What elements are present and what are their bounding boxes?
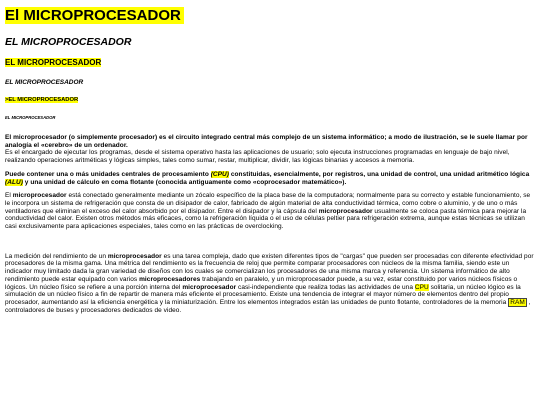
cooling-text-3: usualmente se coloca pasta térmica para mejorar la conductividad del calor. Existen otros métodos más eficaces, como la refrigeración líquida o el uso de células peltier para refrigeración extrema, aunque estas técnicas se utilizan casi exclusivamente para aplicaciones especiales, tales como en las prácticas de overclocking.: [5, 207, 527, 231]
cooling-bold-1: microprocesador: [12, 192, 67, 200]
units-text-1: Puede contener una o más unidades centrales de procesamiento: [5, 170, 211, 178]
perf-text-6: , controladores de buses y procesadores dedicados de video.: [5, 298, 531, 314]
perf-bold-3: microprocesador: [182, 283, 237, 291]
heading-3: [5, 58, 535, 68]
ram-highlight: RAM: [510, 298, 525, 306]
paragraph-units: [5, 171, 535, 186]
perf-text-3: trabajando en paralelo, y un microprocesador puede, a su vez, estar constituido por varios núcleos físicos o lógicos. Un núcleo físico se refiere a una porción interna del: [5, 275, 518, 291]
cooling-text-1: El: [5, 192, 13, 200]
heading-6: EL MICROPROCESADOR: [5, 115, 56, 120]
perf-text-1: La medición del rendimiento de un: [5, 252, 108, 260]
heading-3-text: EL MICROPROCESADOR: [5, 58, 102, 67]
units-text-2: constituidas, esencialmente, por registros, una unidad de control, una unidad aritmético lógica: [229, 170, 530, 178]
paragraph-cooling: [5, 192, 535, 231]
cpu-highlight-2: CPU: [414, 283, 429, 291]
heading-5: [5, 96, 535, 104]
cooling-bold-2: microprocesador: [318, 207, 373, 215]
perf-text-5: solitaria, un núcleo lógico es la simulación de un núcleo físico a fin de repartir de manera más eficiente el procesamiento. Existe una tendencia de integrar el mayor número de elementos dentro del propio procesador, aumentando así la eficiencia energética y la miniaturización. Entre los elementos integrados están las unidades de punto flotante, controladores de la memoria: [5, 283, 521, 306]
perf-bold-2: microprocesadores: [139, 275, 201, 283]
heading-5-text: >EL MICROPROCESADOR: [5, 97, 79, 103]
perf-text-4: casi-independiente que realiza todas las actividades de una: [236, 283, 415, 291]
intro-bold-text: El microprocesador (o simplemente procesador) es el circuito integrado central más complejo de un sistema informático; a modo de ilustración, se le suele llamar por analogía el «cerebro» de un ordenador.: [5, 134, 528, 149]
paragraph-performance: [5, 253, 535, 315]
cooling-text-2: está conectado generalmente mediante un zócalo específico de la placa base de la computadora; normalmente para su correcto y estable funcionamiento, se le incorpora un sistema de refrigeración que consta de un disipador de calor, fabricado de algún material de alta conductividad térmica, como cobre o aluminio, y de uno o más ventiladores que eliminan el exceso del calor absorbido por el disipador. Entre el disipador y la cápsula del: [5, 192, 531, 215]
paragraph-intro: [5, 134, 535, 165]
cpu-highlight: (CPU): [210, 170, 230, 178]
perf-bold-1: microprocesador: [107, 252, 162, 260]
heading-1: [5, 6, 535, 26]
perf-text-2: es una tarea compleja, dado que existen diferentes tipos de "cargas" que pueden ser procesadas con diferente efectividad por procesadores de la misma gama. Una métrica del rendimiento es la frecuencia de reloj que permite comparar procesadores con núcleos de la misma familia, siendo este un indicador muy limitado dada la gran variedad de diseños con los cuales se comercializan los procesadores de una misma marca y referencia. Un sistema informático de alto rendimiento puede estar equipado con varios: [5, 252, 534, 283]
intro-rest-text: Es el encargado de ejecutar los programas, desde el sistema operativo hasta las aplicaciones de usuario; solo ejecuta instrucciones programadas en lenguaje de bajo nivel, realizando operaciones aritméticas y lógicas simples, tales como sumar, restar, multiplicar, dividir, las lógicas binarias y accesos a memoria.: [5, 149, 510, 165]
alu-highlight: (ALU): [5, 178, 23, 186]
units-text-3: y una unidad de cálculo en coma flotante (conocida antiguamente como «coprocesador matemático»).: [22, 178, 347, 186]
heading-1-text: El MICROPROCESADOR: [5, 7, 184, 24]
heading-2: EL MICROPROCESADOR: [5, 36, 132, 48]
heading-4: EL MICROPROCESADOR: [5, 79, 84, 86]
